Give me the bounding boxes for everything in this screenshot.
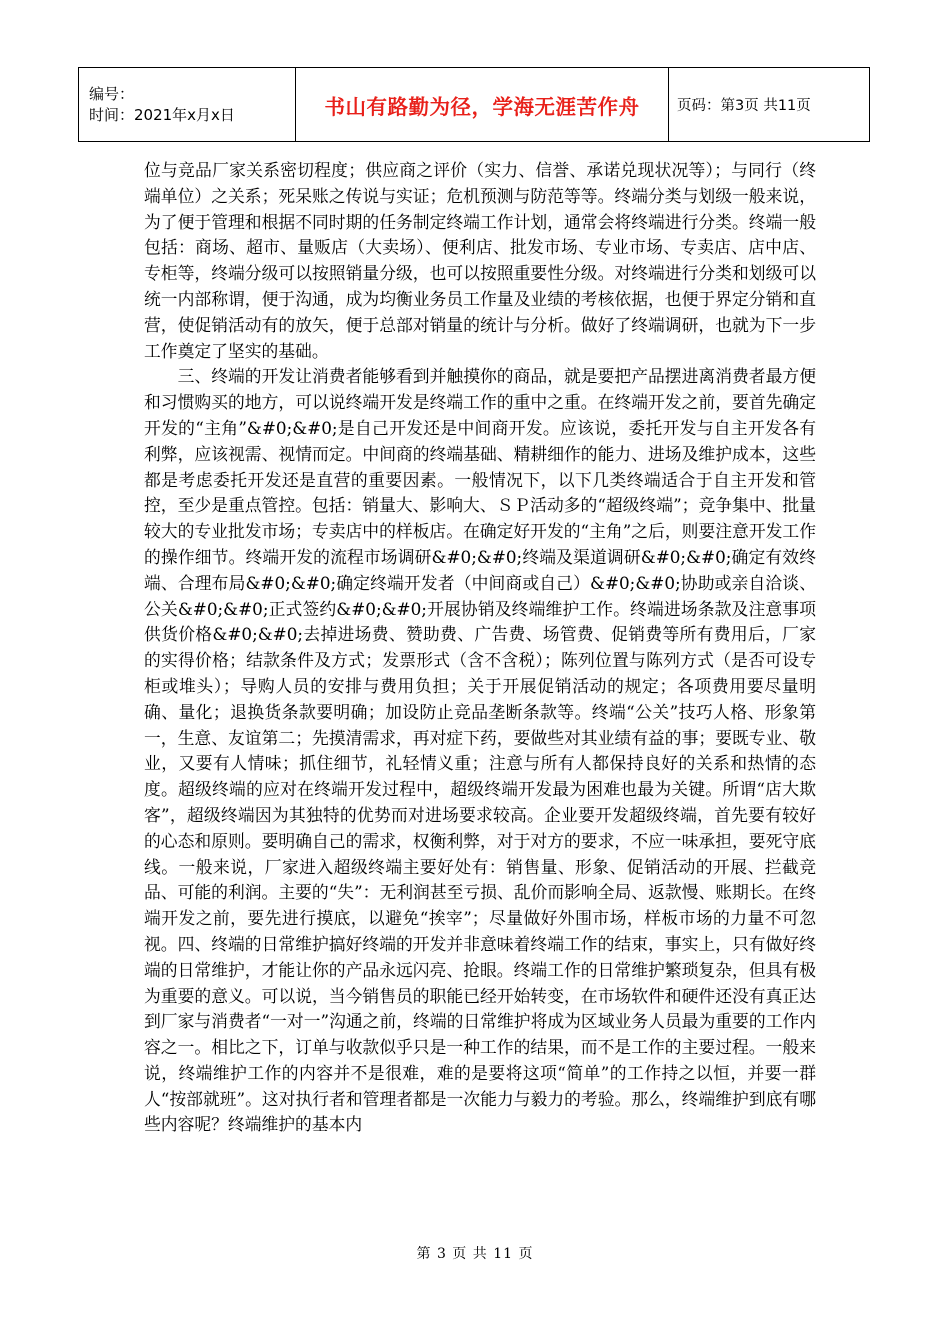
serial-number-label: 编号： <box>89 84 135 103</box>
date-label: 时间：2021年x月x日 <box>89 105 235 124</box>
header-meta <box>79 68 296 142</box>
document-header <box>78 67 870 142</box>
header-page-number: 页码：第3页 共11页 <box>669 68 870 142</box>
header-motto: 书山有路勤为径，学海无涯苦作舟 <box>296 68 669 142</box>
body-paragraph-2: 三、终端的开发让消费者能够看到并触摸你的商品，就是要把产品摆进离消费者最方便和习惯购买的地方，可以说终端开发是终端工作的重中之重。在终端开发之前，要首先确定开发的“主角”&#0;&#0;是自己开发还是中间商开发。应该说，委托开发与自主开发各有利弊，应该视需、视情而定。中间商的终端基础、精耕细作的能力、进场及维护成本，这些都是考虑委托开发还是直营的重要因素。一般情况下，以下几类终端适合于自主开发和管控，至少是重点管控。包括：销量大、影响大、ＳＰ活动多的“超级终端”；竞争集中、批量较大的专业批发市场；专卖店中的样板店。在确定好开发的“主角”之后，则要注意开发工作的操作细节。终端开发的流程市场调研&#0;&#0;终端及渠道调研&#0;&#0;确定有效终端、合理布局&#0;&#0;确定终端开发者（中间商或自己）&#0;&#0;协助或亲自洽谈、公关&#0;&#0;正式签约&#0;&#0;开展协销及终端维护工作。终端进场条款及注意事项供货价格&#0;&#0;去掉进场费、赞助费、广告费、场管费、促销费等所有费用后，厂家的实得价格；结款条件及方式；发票形式（含不含税）；陈列位置与陈列方式（是否可设专柜或堆头）；导购人员的安排与费用负担；关于开展促销活动的规定；各项费用要尽量明确、量化；退换货条款要明确；加设防止竞品垄断条款等。终端“公关”技巧人格、形象第一，生意、友谊第二；先摸清需求，再对症下药，要做些对其业绩有益的事；要既专业、敬业，又要有人情味；抓住细节，礼轻情义重；注意与所有人都保持良好的关系和热情的态度。超级终端的应对在终端开发过程中，超级终端开发最为困难也最为关键。所谓“店大欺客”，超级终端因为其独特的优势而对进场要求较高。企业要开发超级终端，首先要有较好的心态和原则。要明确自己的需求，权衡利弊，对于对方的要求，不应一味承担，要死守底线。一般来说，厂家进入超级终端主要好处有：销售量、形象、促销活动的开展、拦截竞品、可能的利润。主要的“失”：无利润甚至亏损、乱价而影响全局、返款慢、账期长。在终端开发之前，要先进行摸底，以避免“挨宰”；尽量做好外围市场，样板市场的力量不可忽视。四、终端的日常维护搞好终端的开发并非意味着终端工作的结束，事实上，只有做好终端的日常维护，才能让你的产品永远闪亮、抢眼。终端工作的日常维护繁琐复杂，但具有极为重要的意义。可以说，当今销售员的职能已经开始转变，在市场软件和硬件还没有真正达到厂家与消费者“一对一”沟通之前，终端的日常维护将成为区域业务人员最为重要的工作内容之一。相比之下，订单与收款似乎只是一种工作的结果，而不是工作的主要过程。一般来说，终端维护工作的内容并不是很难，难的是要将这项“简单”的工作持之以恒，并要一群人“按部就班”。这对执行者和管理者都是一次能力与毅力的考验。那么，终端维护到底有哪些内容呢？终端维护的基本内 <box>144 366 816 1135</box>
document-body <box>144 158 816 1138</box>
body-paragraph-1: 位与竞品厂家关系密切程度；供应商之评价（实力、信誉、承诺兑现状况等）；与同行（终端单位）之关系；死呆账之传说与实证；危机预测与防范等等。终端分类与划级一般来说，为了便于管理和根据不同时期的任务制定终端工作计划，通常会将终端进行分类。终端一般包括：商场、超市、量贩店（大卖场）、便利店、批发市场、专业市场、专卖店、店中店、专柜等，终端分级可以按照销量分级，也可以按照重要性分级。对终端进行分类和划级可以统一内部称谓，便于沟通，成为均衡业务员工作量及业绩的考核依据，也便于界定分销和直营，使促销活动有的放矢，便于总部对销量的统计与分析。做好了终端调研，也就为下一步工作奠定了坚实的基础。 <box>144 160 816 361</box>
page-footer: 第 3 页 共 11 页 <box>416 1246 534 1262</box>
